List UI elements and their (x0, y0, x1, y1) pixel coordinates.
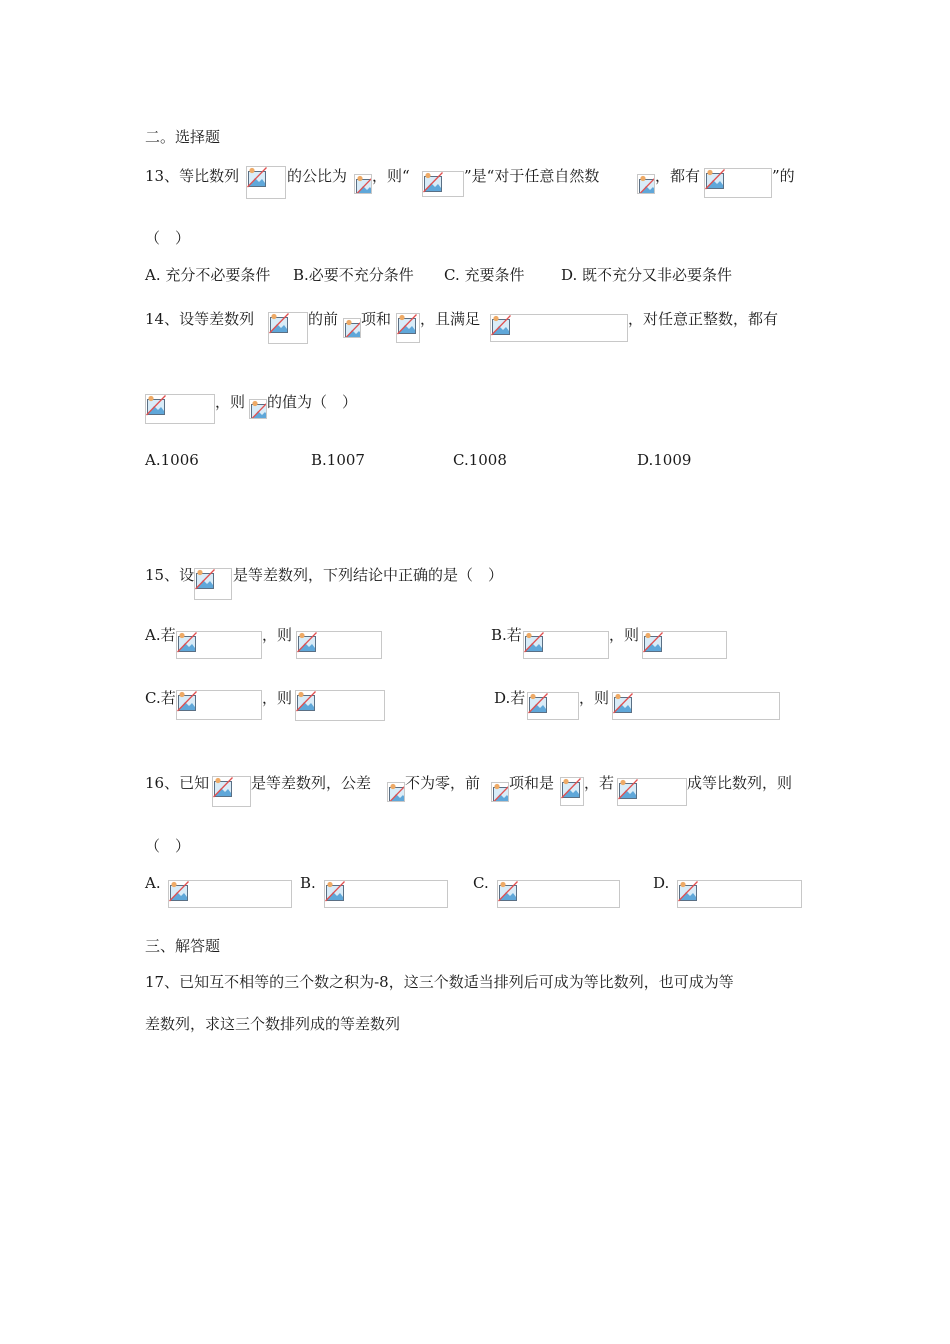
formula-image (145, 394, 215, 424)
q14-text-5: ，对任意正整数，都有 (628, 310, 779, 328)
broken-image-icon (423, 172, 444, 193)
formula-image (527, 692, 579, 720)
q16-text-6: 成等比数列，则 (687, 774, 793, 792)
broken-image-icon (492, 783, 509, 802)
q15-then: ，则 (262, 689, 293, 707)
q14-text-4: ，且满足 (420, 310, 481, 328)
formula-image (490, 314, 628, 342)
broken-image-icon (297, 632, 318, 653)
formula-image (246, 166, 286, 199)
q15-option-d: D.若 (494, 689, 526, 707)
broken-image-icon (250, 400, 267, 419)
formula-image (268, 312, 308, 344)
formula-image (212, 776, 251, 807)
q15-option-a: A.若 (145, 626, 176, 644)
q15-then: ，则 (609, 626, 640, 644)
formula-image (324, 880, 448, 908)
formula-image (295, 690, 385, 721)
broken-image-icon (613, 693, 634, 714)
broken-image-icon (269, 313, 290, 334)
q16-option-c: C. (473, 874, 489, 892)
broken-image-icon (638, 175, 655, 194)
q14-text-3: 项和 (361, 310, 392, 328)
answer-paren: （ ） (145, 229, 191, 247)
formula-image (194, 568, 232, 600)
formula-image (343, 318, 361, 338)
broken-image-icon (169, 881, 190, 902)
broken-image-icon (643, 632, 664, 653)
q14-option-c: C.1008 (453, 451, 507, 469)
broken-image-icon (195, 569, 216, 590)
broken-image-icon (561, 778, 582, 799)
q16-text-4: 项和是 (509, 774, 555, 792)
q16-text-1: 16、已知 (145, 774, 210, 792)
broken-image-icon (213, 777, 234, 798)
broken-image-icon (146, 395, 167, 416)
formula-image (422, 171, 464, 197)
broken-image-icon (247, 167, 268, 188)
q17-line-1: 17、已知互不相等的三个数之积为-8，这三个数适当排列后可成为等比数列，也可成为等 (145, 973, 734, 991)
q16-option-a: A. (145, 874, 161, 892)
broken-image-icon (344, 319, 361, 338)
formula-image (387, 782, 405, 802)
answer-paren: （ ） (145, 837, 191, 855)
q16-option-d: D. (653, 874, 670, 892)
formula-image (677, 880, 802, 908)
broken-image-icon (177, 632, 198, 653)
section-title: 二。选择题 (145, 128, 221, 146)
q13-text-5: ，都有 (655, 167, 701, 185)
q13-option-d: D. 既不充分又非必要条件 (561, 266, 733, 284)
q15-option-c: C.若 (145, 689, 176, 707)
broken-image-icon (355, 175, 372, 194)
q16-option-b: B. (300, 874, 316, 892)
broken-image-icon (177, 691, 198, 712)
formula-image (168, 880, 292, 908)
q15-text-2: 是等差数列，下列结论中正确的是（ ） (233, 566, 504, 584)
formula-image (491, 782, 509, 802)
formula-image (176, 690, 262, 720)
q15-text-1: 15、设 (145, 566, 195, 584)
q13-option-b: B.必要不充分条件 (293, 266, 414, 284)
q14-text-7: 的值为（ ） (267, 393, 358, 411)
q14-text-6: ，则 (215, 393, 246, 411)
formula-image (617, 778, 687, 806)
q13-option-a: A. 充分不必要条件 (145, 266, 271, 284)
q15-then: ，则 (579, 689, 610, 707)
q16-text-3: 不为零，前 (405, 774, 481, 792)
formula-image (354, 174, 372, 194)
q13-option-c: C. 充要条件 (444, 266, 525, 284)
broken-image-icon (524, 632, 545, 653)
broken-image-icon (296, 691, 317, 712)
q13-text-1: 13、等比数列 (145, 167, 240, 185)
q13-text-3: ，则“ (372, 167, 410, 185)
broken-image-icon (498, 881, 519, 902)
formula-image (612, 692, 780, 720)
formula-image (497, 880, 620, 908)
formula-image (176, 631, 262, 659)
broken-image-icon (397, 314, 418, 335)
q13-text-4: ”是“对于任意自然数 (464, 167, 600, 185)
q15-option-b: B.若 (491, 626, 522, 644)
q15-then: ，则 (262, 626, 293, 644)
q14-option-d: D.1009 (637, 451, 692, 469)
q14-option-a: A.1006 (145, 451, 199, 469)
q16-text-2: 是等差数列，公差 (251, 774, 372, 792)
formula-image (637, 174, 655, 194)
q14-text-1: 14、设等差数列 (145, 310, 255, 328)
formula-image (704, 168, 772, 198)
broken-image-icon (491, 315, 512, 336)
broken-image-icon (705, 169, 726, 190)
q16-text-5: ，若 (584, 774, 615, 792)
formula-image (296, 631, 382, 659)
formula-image (560, 777, 584, 806)
q17-line-2: 差数列，求这三个数排列成的等差数列 (145, 1015, 401, 1033)
broken-image-icon (388, 783, 405, 802)
formula-image (642, 631, 727, 659)
q14-option-b: B.1007 (311, 451, 365, 469)
q13-text-2: 的公比为 (287, 167, 348, 185)
formula-image (523, 631, 609, 659)
section-title: 三、解答题 (145, 937, 221, 955)
broken-image-icon (528, 693, 549, 714)
formula-image (396, 313, 420, 343)
broken-image-icon (325, 881, 346, 902)
q13-text-6: ”的 (772, 167, 795, 185)
q14-text-2: 的前 (308, 310, 339, 328)
formula-image (249, 399, 267, 419)
broken-image-icon (678, 881, 699, 902)
broken-image-icon (618, 779, 639, 800)
